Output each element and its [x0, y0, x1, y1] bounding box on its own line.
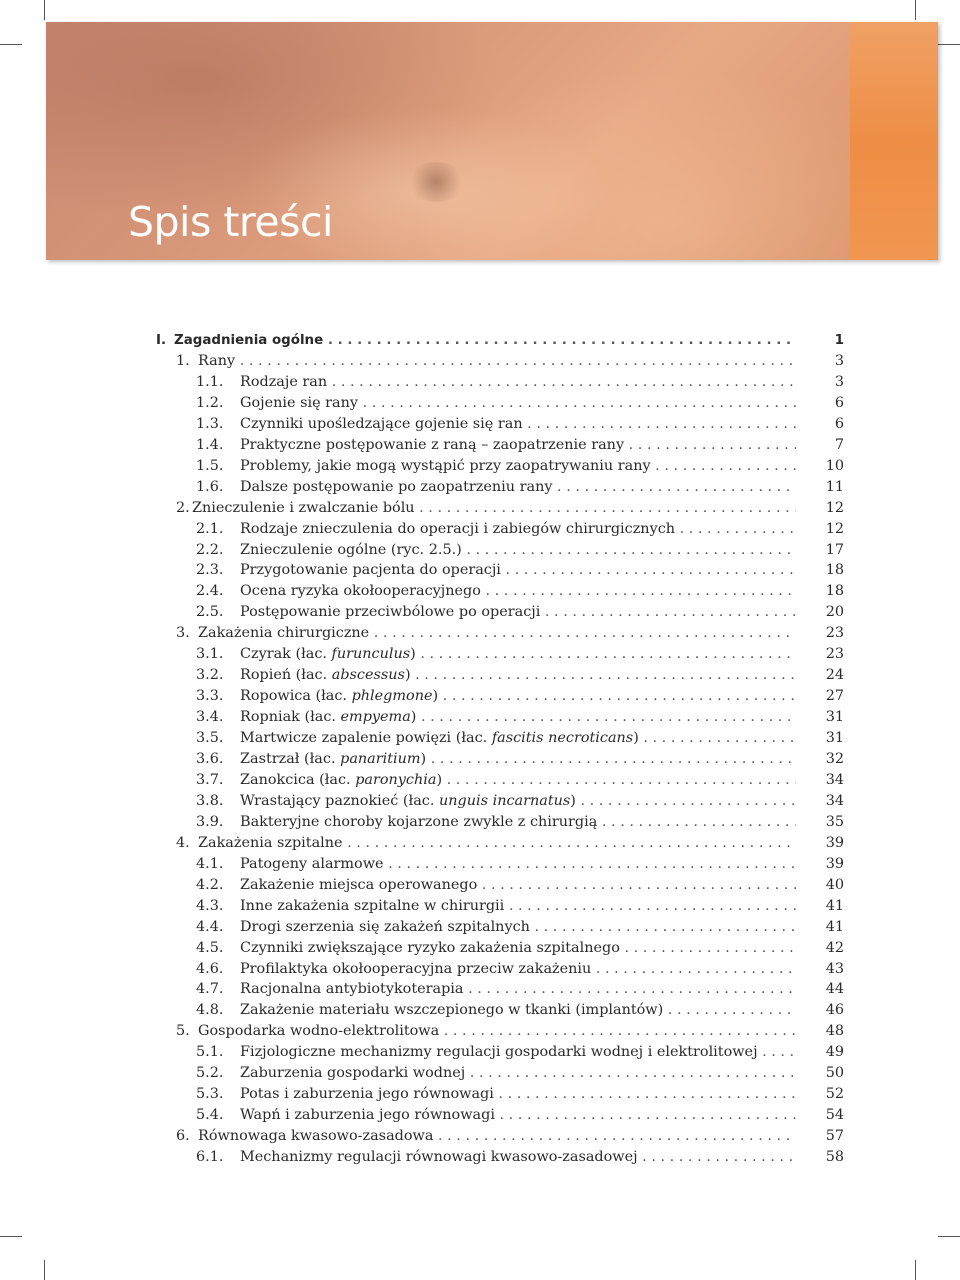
toc-entry-title: [240, 644, 796, 665]
crop-mark: [44, 0, 45, 20]
toc-entry-page-number: 39: [825, 834, 844, 851]
toc-entry-number: 2.5.: [196, 604, 224, 621]
toc-entry-page-number: 32: [825, 751, 844, 767]
toc-entry-title-suffix: ): [404, 667, 411, 684]
toc-entry[interactable]: [156, 435, 844, 456]
toc-entry-page-number: 27: [825, 688, 844, 705]
banner-texture: [406, 162, 466, 202]
toc-entry[interactable]: [156, 1021, 844, 1042]
toc-entry-title-suffix: ): [432, 688, 439, 705]
toc-entry-title: [198, 1021, 796, 1042]
toc-entry-title-text: Ropień (łac.: [240, 667, 332, 684]
toc-entry-title-text: Zagadnienia ogólne: [174, 333, 324, 348]
toc-entry-number: 4.6.: [196, 960, 224, 977]
toc-entry-title: [240, 707, 796, 728]
toc-entry-page-number: 57: [825, 1128, 844, 1145]
toc-entry[interactable]: [156, 770, 844, 791]
toc-entry[interactable]: [156, 330, 844, 351]
toc-entry-number: 5.2.: [196, 1065, 224, 1082]
toc-entry-page-number: 31: [825, 730, 844, 747]
toc-entry-title: [198, 351, 796, 372]
toc-entry-title-suffix: ): [410, 709, 417, 726]
toc-entry-number: 1.5.: [196, 457, 224, 474]
toc-entry-number: 3.5.: [196, 730, 224, 747]
toc-entry-number: 3.4.: [196, 709, 224, 726]
toc-entry[interactable]: [156, 938, 844, 959]
toc-entry-title: [240, 393, 796, 414]
toc-entry-number: 4.7.: [196, 981, 224, 998]
toc-entry[interactable]: [156, 1042, 844, 1063]
toc-entry-number: 2.2.: [196, 541, 224, 558]
crop-mark: [0, 1236, 22, 1237]
toc-entry-number: 3.2.: [196, 667, 224, 684]
toc-entry-page-number: 12: [825, 499, 844, 516]
toc-entry[interactable]: [156, 979, 844, 1000]
toc-entry-title-text: Czynniki upośledzające gojenie się ran: [240, 415, 523, 432]
toc-entry-title-text: Wapń i zaburzenia jego równowagi: [240, 1107, 495, 1124]
toc-entry-title-text: Dalsze postępowanie po zaopatrzeniu rany: [240, 478, 553, 495]
toc-entry-title: [240, 1063, 796, 1084]
page-title: Spis treści: [128, 198, 333, 246]
toc-entry-title-text: Rodzaje znieczulenia do operacji i zabiegów chirurgicznych: [240, 520, 676, 537]
toc-entry[interactable]: [156, 1147, 844, 1168]
toc-entry-title-suffix: ): [420, 751, 427, 767]
toc-entry-page-number: 12: [825, 520, 844, 537]
toc-entry-title-suffix: ): [410, 646, 416, 663]
toc-entry-title-text: Zakażenia szpitalne: [198, 834, 343, 851]
toc-entry-page-number: 7: [834, 436, 844, 453]
toc-entry[interactable]: [156, 393, 844, 414]
toc-entry-title-text: Rodzaje ran: [240, 373, 328, 390]
toc-entry[interactable]: [156, 644, 844, 665]
toc-entry-page-number: 44: [825, 981, 844, 998]
toc-entry-page-number: 40: [825, 876, 844, 893]
toc-entry-title-text: Równowaga kwasowo-zasadowa: [198, 1128, 434, 1145]
toc-entry-number: 5.: [176, 1023, 190, 1040]
toc-entry-page-number: 34: [825, 771, 844, 788]
toc-entry[interactable]: [156, 456, 844, 477]
toc-entry[interactable]: [156, 498, 844, 519]
toc-entry-page-number: 34: [825, 792, 844, 809]
toc-entry-number: 3.6.: [196, 751, 224, 767]
toc-entry-latin-term: furunculus: [331, 646, 411, 663]
toc-entry-title-text: Profilaktyka okołooperacyjna przeciw zakażeniu: [240, 960, 592, 977]
toc-entry-page-number: 18: [825, 583, 844, 600]
toc-entry-title: [192, 498, 796, 519]
toc-entry-title-text: Znieczulenie ogólne (ryc. 2.5.): [240, 541, 462, 558]
toc-entry-title-text: Zastrzał (łac.: [240, 751, 341, 767]
toc-entry-number: 1.2.: [196, 394, 224, 411]
toc-entry[interactable]: [156, 1000, 844, 1021]
toc-entry-page-number: 10: [825, 457, 844, 474]
toc-entry-title: [240, 665, 796, 686]
toc-entry-number: 6.: [176, 1128, 190, 1145]
toc-entry[interactable]: [156, 707, 844, 728]
toc-entry-latin-term: paronychia: [355, 771, 437, 788]
toc-entry-title: [240, 812, 796, 833]
toc-entry-title: [240, 560, 796, 581]
crop-mark: [938, 1236, 960, 1237]
toc-entry-number: I.: [156, 333, 167, 348]
toc-entry-number: 2.3.: [196, 562, 224, 579]
toc-entry-page-number: 6: [834, 415, 844, 432]
header-banner: [46, 22, 938, 260]
toc-entry-title: [240, 854, 796, 875]
toc-entry-title-text: Wrastający paznokieć (łac.: [240, 792, 440, 809]
toc-entry-page-number: 6: [834, 394, 844, 411]
toc-entry-title: [174, 330, 796, 351]
toc-entry-number: 4.5.: [196, 939, 224, 956]
crop-mark: [938, 44, 960, 45]
toc-entry-title: [240, 875, 796, 896]
toc-entry-title: [240, 938, 796, 959]
toc-entry-page-number: 11: [825, 478, 844, 495]
toc-entry-title-text: Potas i zaburzenia jego równowagi: [240, 1086, 494, 1103]
toc-entry-title-text: Rany: [198, 352, 236, 369]
toc-entry-page-number: 23: [825, 625, 844, 642]
crop-mark: [915, 1260, 916, 1280]
toc-entry-title-text: Ropniak (łac.: [240, 709, 341, 726]
toc-entry-title: [198, 623, 796, 644]
toc-entry-page-number: 50: [825, 1065, 844, 1082]
crop-mark: [915, 0, 916, 20]
toc-entry[interactable]: [156, 581, 844, 602]
toc-entry[interactable]: [156, 875, 844, 896]
toc-entry-title-text: Praktyczne postępowanie z raną – zaopatrzenie rany: [240, 436, 625, 453]
toc-entry[interactable]: [156, 728, 844, 749]
toc-entry[interactable]: [156, 854, 844, 875]
toc-entry-latin-term: empyema: [340, 709, 411, 726]
toc-entry-title: [240, 519, 796, 540]
toc-entry-title: [240, 540, 796, 561]
toc-entry-title-text: Ropowica (łac.: [240, 688, 352, 705]
toc-entry-title: [240, 959, 796, 980]
toc-entry[interactable]: [156, 351, 844, 372]
toc-entry-title-text: Zakażenia chirurgiczne: [198, 625, 370, 642]
toc-entry-title: [198, 1126, 796, 1147]
toc-entry-page-number: 20: [825, 604, 844, 621]
toc-entry[interactable]: [156, 1063, 844, 1084]
toc-entry-number: 1.4.: [196, 436, 224, 453]
toc-entry-latin-term: unguis incarnatus: [439, 792, 571, 809]
toc-entry[interactable]: [156, 959, 844, 980]
toc-entry-page-number: 54: [825, 1107, 844, 1124]
toc-entry-title: [240, 602, 796, 623]
toc-entry[interactable]: [156, 1105, 844, 1126]
toc-entry-number: 3.9.: [196, 813, 224, 830]
toc-entry-page-number: 52: [825, 1086, 844, 1103]
toc-entry-title: [198, 833, 796, 854]
toc-entry-title-text: Racjonalna antybiotykoterapia: [240, 981, 464, 998]
toc-entry-title-text: Znieczulenie i zwalczanie bólu: [192, 499, 415, 516]
toc-entry-title: [240, 896, 796, 917]
toc-entry[interactable]: [156, 749, 844, 770]
toc-entry-number: 6.1.: [196, 1149, 224, 1166]
toc-entry-number: 4.3.: [196, 897, 224, 914]
toc-entry-title-text: Zakażenie miejsca operowanego: [240, 876, 478, 893]
toc-entry-title-text: Fizjologiczne mechanizmy regulacji gospodarki wodnej i elektrolitowej: [240, 1044, 758, 1061]
toc-entry-title-text: Gospodarka wodno-elektrolitowa: [198, 1023, 440, 1040]
toc-entry-title-text: Inne zakażenia szpitalne w chirurgii: [240, 897, 505, 914]
toc-entry-title: [240, 749, 796, 770]
toc-entry[interactable]: [156, 917, 844, 938]
toc-entry-title-text: Zakażenie materiału wszczepionego w tkanki (implantów): [240, 1002, 664, 1019]
toc-entry-latin-term: panaritium: [340, 751, 421, 767]
toc-entry[interactable]: [156, 372, 844, 393]
toc-entry[interactable]: [156, 686, 844, 707]
toc-entry-title-suffix: ): [633, 730, 639, 747]
toc-entry-latin-term: phlegmone: [351, 688, 433, 705]
toc-entry-page-number: 23: [825, 646, 844, 663]
toc-entry-title: [240, 477, 796, 498]
toc-entry-title: [240, 979, 796, 1000]
toc-entry-page-number: 41: [825, 918, 844, 935]
toc-entry-title-text: Przygotowanie pacjenta do operacji: [240, 562, 501, 579]
toc-entry-page-number: 31: [825, 709, 844, 726]
toc-entry-page-number: 39: [825, 855, 844, 872]
toc-entry-page-number: 43: [825, 960, 844, 977]
toc-entry[interactable]: [156, 560, 844, 581]
toc-entry-title: [240, 1084, 796, 1105]
toc-entry-title-text: Gojenie się rany: [240, 394, 359, 411]
toc-entry-title-text: Postępowanie przeciwbólowe po operacji: [240, 604, 541, 621]
toc-entry-page-number: 48: [825, 1023, 844, 1040]
toc-entry-page-number: 24: [825, 667, 844, 684]
toc-entry-title-suffix: ): [436, 771, 443, 788]
toc-entry-number: 1.6.: [196, 478, 224, 495]
toc-entry-title: [240, 686, 796, 707]
toc-entry[interactable]: [156, 791, 844, 812]
toc-entry-number: 3.: [176, 625, 190, 642]
crop-mark: [0, 44, 22, 45]
toc-entry-number: 2.1.: [196, 520, 224, 537]
toc-entry-title-text: Zanokcica (łac.: [240, 771, 356, 788]
toc-entry-page-number: 46: [825, 1002, 844, 1019]
toc-entry-number: 3.7.: [196, 771, 224, 788]
toc-entry-page-number: 3: [834, 352, 844, 369]
toc-entry-number: 2.4.: [196, 583, 224, 600]
toc-entry-title-text: Ocena ryzyka okołooperacyjnego: [240, 583, 481, 600]
toc-entry-number: 4.8.: [196, 1002, 224, 1019]
toc-entry-title-text: Zaburzenia gospodarki wodnej: [240, 1065, 466, 1082]
toc-entry-title-text: Czynniki zwiększające ryzyko zakażenia szpitalnego: [240, 939, 620, 956]
toc-entry-title-text: Bakteryjne choroby kojarzone zwykle z chirurgią: [240, 813, 598, 830]
toc-entry-number: 1.1.: [196, 373, 224, 390]
toc-entry-number: 3.8.: [196, 792, 224, 809]
banner-stripe: [850, 22, 938, 260]
toc-entry[interactable]: [156, 1126, 844, 1147]
toc-entry-title-text: Problemy, jakie mogą wystąpić przy zaopatrywaniu rany: [240, 457, 651, 474]
toc-entry-title-text: Mechanizmy regulacji równowagi kwasowo-zasadowej: [240, 1149, 638, 1166]
toc-entry-page-number: 41: [825, 897, 844, 914]
toc-entry-title: [240, 1042, 796, 1063]
toc-entry-title: [240, 917, 796, 938]
toc-entry-title: [240, 770, 796, 791]
toc-entry-number: 1.: [176, 352, 190, 369]
toc-entry[interactable]: [156, 540, 844, 561]
toc-entry-title: [240, 435, 796, 456]
toc-entry-number: 3.3.: [196, 688, 224, 705]
toc-entry-number: 4.4.: [196, 918, 224, 935]
toc-entry[interactable]: [156, 414, 844, 435]
toc-entry-number: 4.1.: [196, 855, 224, 872]
toc-entry-page-number: 35: [825, 813, 844, 830]
toc-entry-title: [240, 456, 796, 477]
toc-entry-number: 1.3.: [196, 415, 224, 432]
toc-entry-number: 5.3.: [196, 1086, 224, 1103]
toc-entry[interactable]: [156, 896, 844, 917]
toc-entry[interactable]: [156, 665, 844, 686]
toc-entry[interactable]: [156, 623, 844, 644]
toc-entry[interactable]: [156, 477, 844, 498]
toc-entry-latin-term: abscessus: [331, 667, 405, 684]
toc-entry-title: [240, 581, 796, 602]
toc-entry-page-number: 17: [825, 541, 844, 558]
toc-entry-title: [240, 372, 796, 393]
toc-entry-title: [240, 1000, 796, 1021]
toc-entry-page-number: 49: [825, 1044, 844, 1061]
toc-entry-title-text: Drogi szerzenia się zakażeń szpitalnych: [240, 918, 530, 935]
toc-entry-page-number: 18: [825, 562, 844, 579]
toc-entry-page-number: 3: [834, 373, 844, 390]
toc-entry-title: [240, 1105, 796, 1126]
toc-entry-number: 3.1.: [196, 646, 224, 663]
toc-entry-number: 2.: [176, 499, 190, 516]
toc-entry-title-text: Czyrak (łac.: [240, 646, 332, 663]
toc-entry-number: 5.4.: [196, 1107, 224, 1124]
toc-entry[interactable]: [156, 812, 844, 833]
toc-entry[interactable]: [156, 833, 844, 854]
toc-entry[interactable]: [156, 1084, 844, 1105]
toc-entry-page-number: 42: [825, 939, 844, 956]
toc-entry-title: [240, 414, 796, 435]
toc-entry-number: 4.: [176, 834, 190, 851]
toc-entry-title: [240, 791, 796, 812]
toc-entry-number: 5.1.: [196, 1044, 224, 1061]
toc-entry-title: [240, 1147, 796, 1168]
toc-entry-title: [240, 728, 796, 749]
crop-mark: [44, 1260, 45, 1280]
toc-entry-title-suffix: ): [570, 792, 576, 809]
toc-entry-latin-term: fascitis necroticans: [491, 730, 634, 747]
toc-entry-page-number: 58: [825, 1149, 844, 1166]
toc-entry-title-text: Patogeny alarmowe: [240, 855, 384, 872]
toc-entry-number: 4.2.: [196, 876, 224, 893]
toc-entry[interactable]: [156, 602, 844, 623]
toc-entry-page-number: 1: [834, 333, 844, 348]
toc-entry-title-text: Martwicze zapalenie powięzi (łac.: [240, 730, 492, 747]
toc-entry[interactable]: [156, 519, 844, 540]
